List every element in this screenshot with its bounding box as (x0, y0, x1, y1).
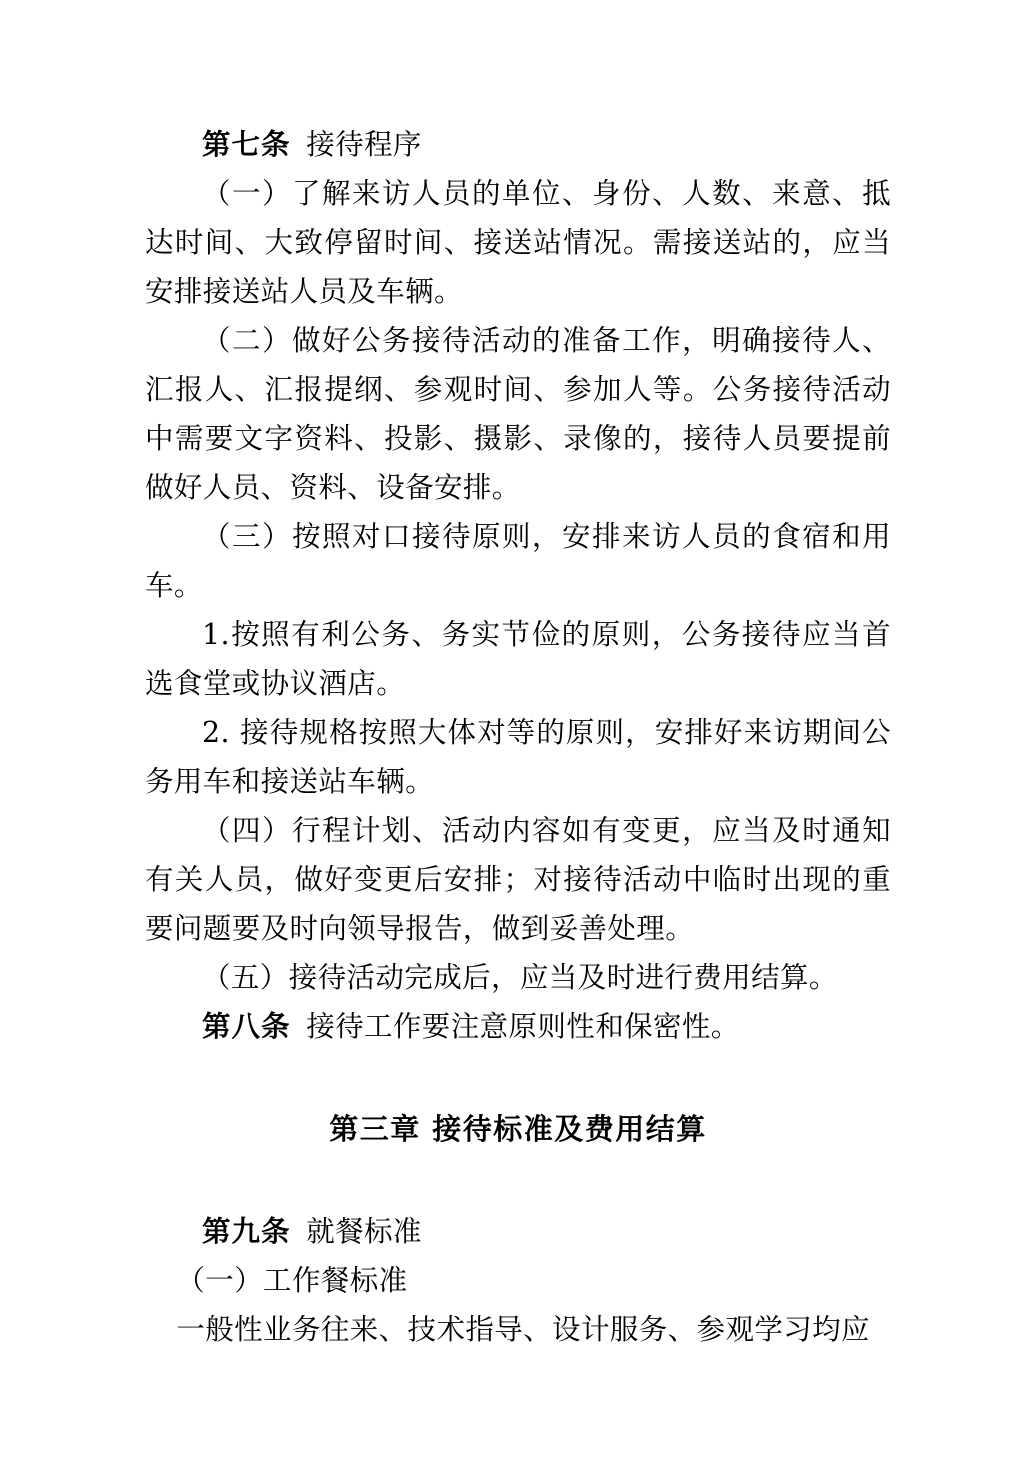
clause-9-number: 第九条 (202, 1214, 291, 1249)
paragraph-item-5: （五）接待活动完成后，应当及时进行费用结算。 (202, 961, 838, 995)
document-body (145, 120, 891, 1354)
clause-7-number: 第七条 (202, 127, 291, 161)
clause-7-title: 接待程序 (306, 128, 422, 161)
spacer-before-chapter (145, 1051, 891, 1105)
spacer-after-chapter (145, 1155, 891, 1207)
paragraph-item-3-1: 1.按照有利公务、务实节俭的原则，公务接待应当首选食堂或协议酒店。 (145, 618, 891, 701)
paragraph-item-2: （二）做好公务接待活动的准备工作，明确接待人、汇报人、汇报提纲、参观时间、参加人等。公务接待活动中需要文字资料、投影、摄影、录像的，接待人员要提前做好人员、资料、设备安排。 (145, 324, 891, 505)
clause-7-heading (145, 120, 891, 169)
clause-9-title: 就餐标准 (306, 1215, 422, 1249)
chapter3-item-1: （一）工作餐标准 (176, 1264, 408, 1298)
paragraph-item-4: （四）行程计划、活动内容如有变更，应当及时通知有关人员，做好变更后安排；对接待活动中临时出现的重要问题要及时向领导报告，做到妥善处理。 (145, 814, 891, 946)
clause-8-number: 第八条 (202, 1009, 291, 1044)
clause-8-title: 接待工作要注意原则性和保密性。 (306, 1010, 740, 1044)
paragraph-item-1: （一）了解来访人员的单位、身份、人数、来意、抵达时间、大致停留时间、接送站情况。需接送站的，应当安排接送站人员及车辆。 (145, 177, 891, 309)
clause-8-heading (145, 1002, 891, 1051)
paragraph-item-3: （三）按照对口接待原则，安排来访人员的食宿和用车。 (145, 520, 891, 603)
clause-9-heading (145, 1207, 891, 1256)
paragraph-item-3-2: 2. 接待规格按照大体对等的原则，安排好来访期间公务用车和接送站车辆。 (145, 716, 891, 799)
chapter3-item-2: 一般性业务往来、技术指导、设计服务、参观学习均应 (176, 1313, 870, 1347)
chapter-3-heading: 第三章 接待标准及费用结算 (329, 1112, 707, 1147)
